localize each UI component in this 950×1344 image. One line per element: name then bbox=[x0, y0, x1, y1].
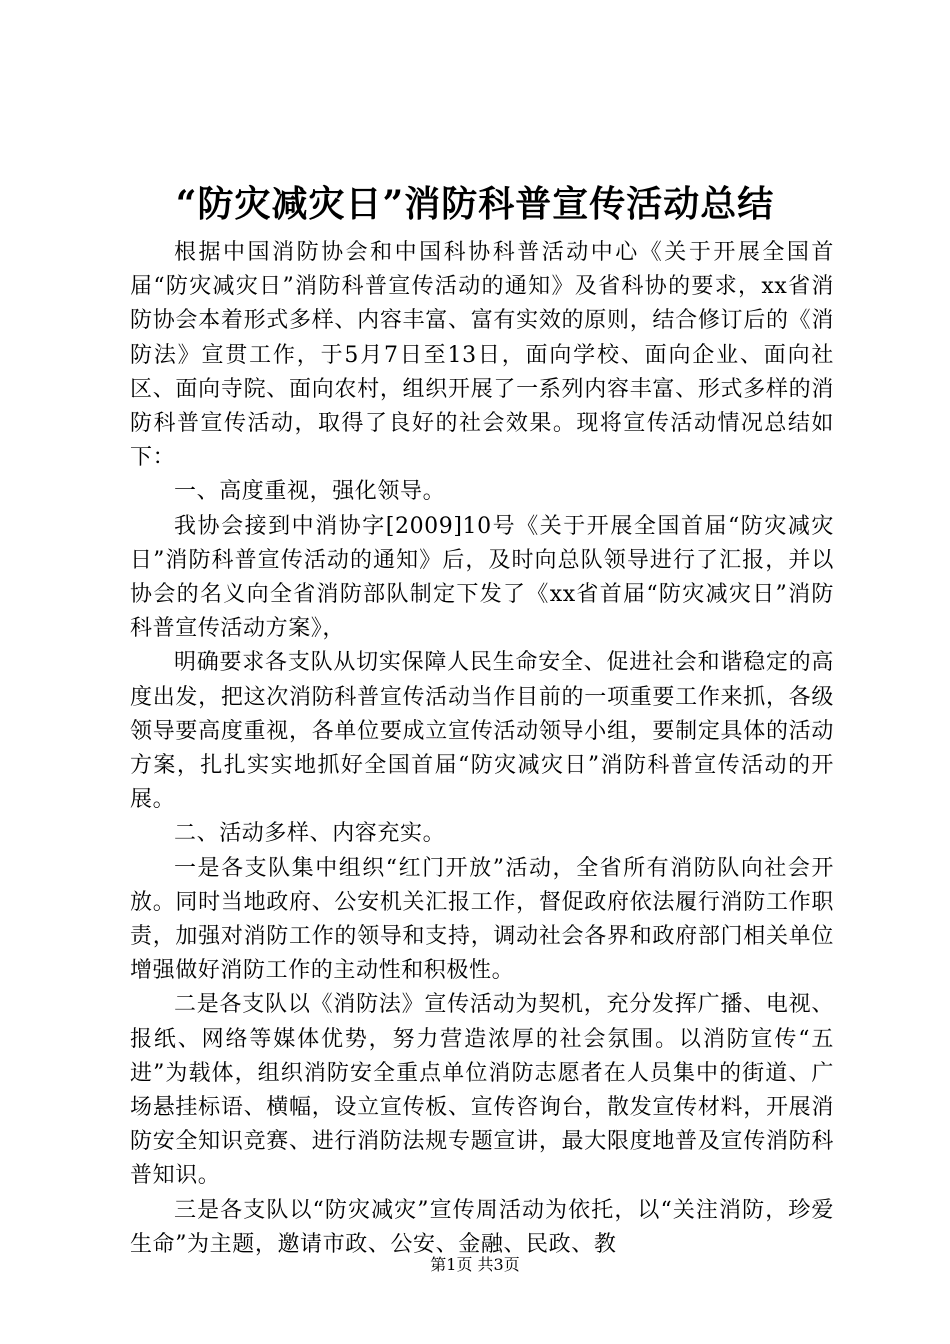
section-heading-1: 一、高度重视，强化领导。 bbox=[174, 479, 446, 505]
paragraph: 明确要求各支队从切实保障人民生命安全、促进社会和谐稳定的高度出发，把这次消防科普宣传活动当作目前的一项重要工作来抓，各级领导要高度重视，各单位要成立宣传活动领导小组，要制定具体的活动方案，扎扎实实地抓好全国首届“防灾减灾日”消防科普宣传活动的开展。 bbox=[130, 650, 834, 813]
document-title: “防灾减灾日”消防科普宣传活动总结 bbox=[175, 183, 775, 225]
document-body bbox=[130, 236, 834, 1262]
paragraph-intro: 根据中国消防协会和中国科协科普活动中心《关于开展全国首届“防灾减灾日”消防科普宣传活动的通知》及省科协的要求，xx省消防协会本着形式多样、内容丰富、富有实效的原则，结合修订后的《消防法》宣贯工作，于5月7日至13日，面向学校、面向企业、面向社区、面向寺院、面向农村，组织开展了一系列内容丰富、形式多样的消防科普宣传活动，取得了良好的社会效果。现将宣传活动情况总结如下： bbox=[130, 240, 834, 471]
paragraph: 我协会接到中消协字[2009]10号《关于开展全国首届“防灾减灾日”消防科普宣传活动的通知》后，及时向总队领导进行了汇报，并以协会的名义向全省消防部队制定下发了《xx省首届“防灾减灾日”消防科普宣传活动方案》， bbox=[130, 513, 834, 642]
page-number-footer: 第1页 共3页 bbox=[430, 1255, 520, 1274]
paragraph: 二是各支队以《消防法》宣传活动为契机，充分发挥广播、电视、报纸、网络等媒体优势，努力营造浓厚的社会氛围。以消防宣传“五进”为载体，组织消防安全重点单位消防志愿者在人员集中的街道、广场悬挂标语、横幅，设立宣传板、宣传咨询台，散发宣传材料，开展消防安全知识竞赛、进行消防法规专题宣讲，最大限度地普及宣传消防科普知识。 bbox=[130, 992, 834, 1189]
paragraph: 三是各支队以“防灾减灾”宣传周活动为依托，以“关注消防，珍爱生命”为主题，邀请市政、公安、金融、民政、教 bbox=[130, 1197, 834, 1257]
paragraph: 一是各支队集中组织“红门开放”活动，全省所有消防队向社会开放。同时当地政府、公安机关汇报工作，督促政府依法履行消防工作职责，加强对消防工作的领导和支持，调动社会各界和政府部门相关单位增强做好消防工作的主动性和积极性。 bbox=[130, 855, 834, 984]
section-heading-2: 二、活动多样、内容充实。 bbox=[174, 821, 446, 847]
